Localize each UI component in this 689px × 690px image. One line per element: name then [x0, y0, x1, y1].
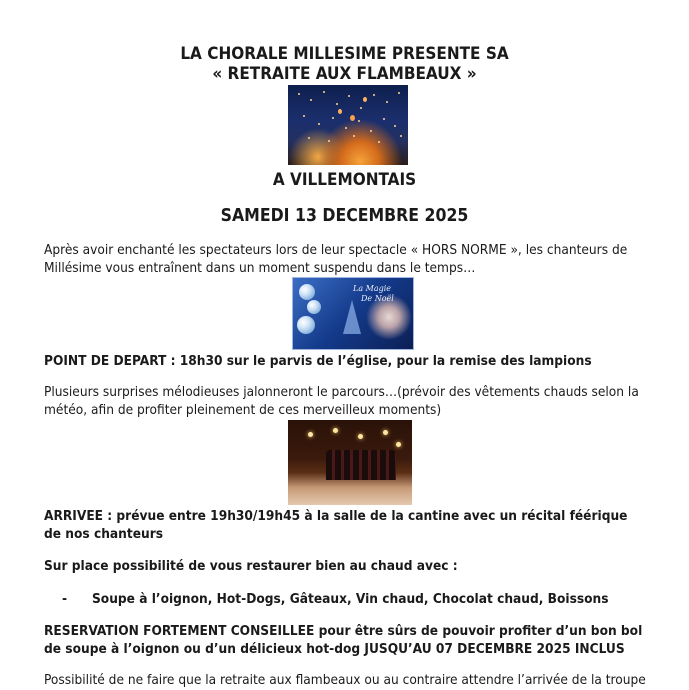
food-items: Soupe à l’oignon, Hot-Dogs, Gâteaux, Vin chaud, Chocolat chaud, Boissons: [92, 591, 609, 607]
reservation-line-1: RESERVATION FORTEMENT CONSEILLEE pour être sûrs de pouvoir profiter d’un bon bol: [44, 623, 643, 639]
christmas-caption: [353, 284, 394, 304]
intro-line-2: Millésime vous entraînent dans un moment suspendu dans le temps…: [44, 260, 476, 276]
choir-image: [288, 420, 412, 505]
surprises-line-2: météo, afin de profiter pleinement de ces merveilleux moments): [44, 402, 442, 418]
title-line-1: LA CHORALE MILLESIME PRESENTE SA: [180, 44, 509, 64]
intro-line-1: Après avoir enchanté les spectateurs lors de leur spectacle « HORS NORME », les chanteurs de: [44, 242, 628, 258]
caption-line-2: De Noël: [361, 294, 394, 303]
title-line-2: « RETRAITE AUX FLAMBEAUX »: [212, 64, 477, 84]
footer-line-1: Possibilité de ne faire que la retraite aux flambeaux ou au contraire attendre l’arrivée de la troupe: [44, 672, 646, 688]
arrival-line-1: ARRIVEE : prévue entre 19h30/19h45 à la salle de la cantine avec un récital féérique: [44, 508, 628, 524]
food-heading: Sur place possibilité de vous restaurer bien au chaud avec :: [44, 558, 458, 574]
surprises-line-1: Plusieurs surprises mélodieuses jalonneront le parcours…(prévoir des vêtements chauds selon la: [44, 384, 639, 400]
christmas-magic-image: [292, 277, 414, 350]
arrival-line-2: de nos chanteurs: [44, 526, 164, 542]
reservation-line-2: de soupe à l’oignon ou d’un délicieux hot-dog JUSQU’AU 07 DECEMBRE 2025 INCLUS: [44, 641, 625, 657]
location: A VILLEMONTAIS: [272, 170, 417, 190]
caption-line-1: La Magie: [353, 284, 391, 293]
departure-point: POINT DE DEPART : 18h30 sur le parvis de l’église, pour la remise des lampions: [44, 353, 592, 369]
sky-lanterns-image: [288, 85, 408, 165]
event-date: SAMEDI 13 DECEMBRE 2025: [220, 206, 469, 226]
bullet-dash: -: [62, 591, 68, 607]
